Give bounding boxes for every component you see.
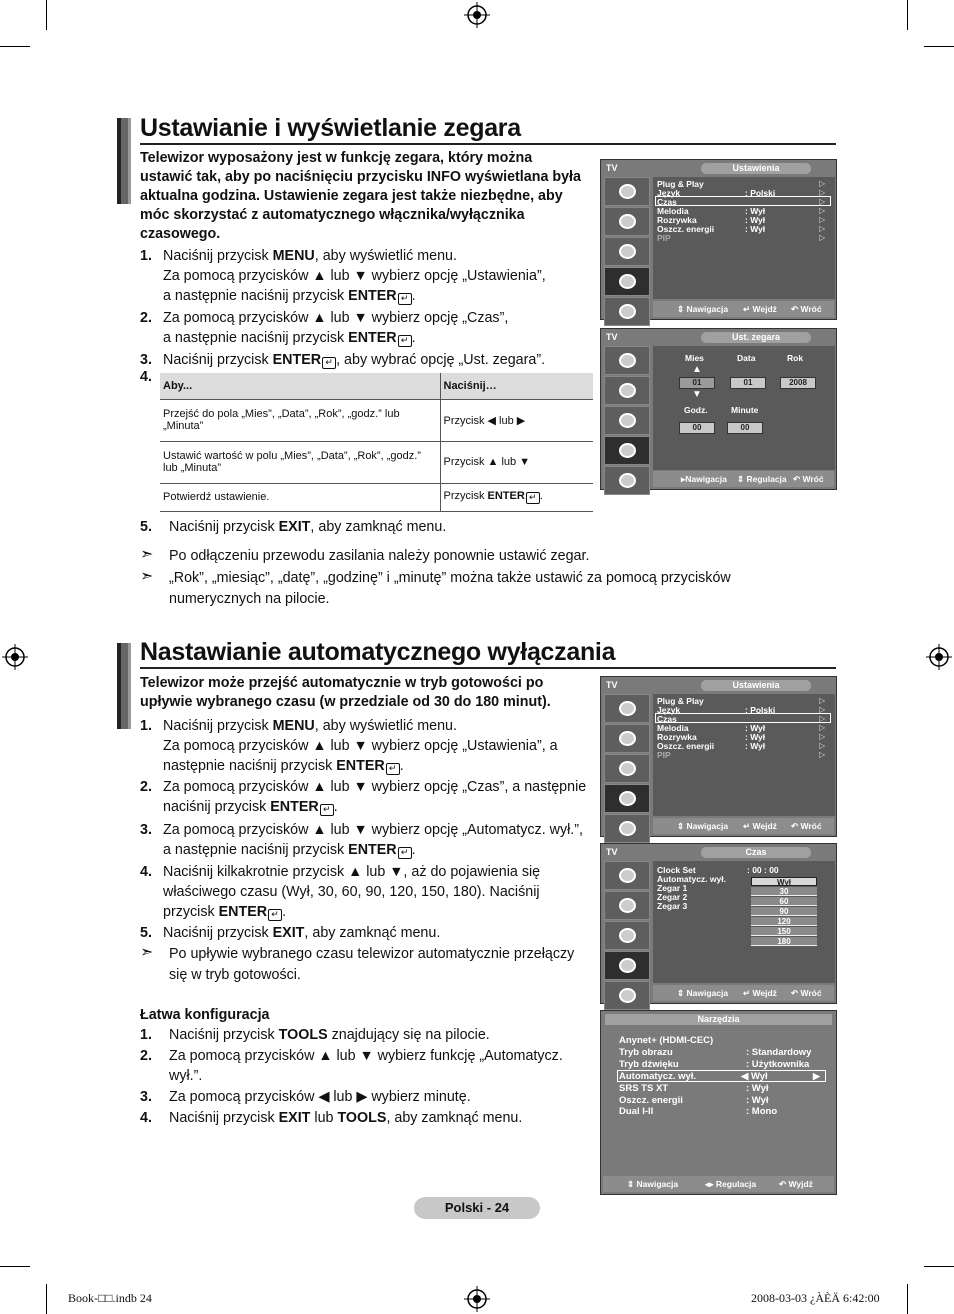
screen-title: Ust. zegara — [701, 332, 811, 343]
step-text: Za pomocą przycisków ▲ lub ▼ wybierz opcję „Czas”, — [163, 310, 509, 326]
input-menu-icon — [604, 814, 650, 843]
sound-menu-icon — [604, 207, 650, 236]
step-2: 2. Za pomocą przycisków ▲ lub ▼ wybierz opcję „Czas”, a następnie naciśnij przycisk ENTER ↵ . — [140, 779, 587, 815]
note-text: „Rok”, „miesiąc”, „datę”, „godzinę” i „minutę” można także ustawić za pomocą przycisków numerycznych na pilocie. — [169, 570, 731, 607]
tools-item: Anynet+ (HDMI-CEC) — [619, 1035, 714, 1046]
section-bar — [117, 118, 131, 204]
sound-menu-icon — [604, 891, 650, 920]
menu-value: : Wył — [745, 732, 766, 742]
print-footer-left: Book-□□.indb 24 — [68, 1291, 152, 1305]
timer-option[interactable]: 150 — [751, 927, 817, 936]
setup-menu-icon — [604, 436, 650, 465]
key-label: ENTER — [272, 352, 322, 368]
menu-item: Plug & Play — [657, 179, 704, 189]
note — [140, 546, 760, 567]
enter-icon: ↵ — [322, 357, 336, 369]
step-text: Naciśnij przycisk — [163, 352, 273, 368]
step-number: 4. — [140, 369, 152, 385]
hour-field[interactable]: 00 — [679, 422, 715, 434]
screen-footer — [653, 471, 834, 487]
table-header-cell: Aby... — [160, 373, 440, 399]
crop-mark — [924, 1266, 954, 1267]
date-field[interactable]: 01 — [730, 377, 766, 389]
key-label: ENTER — [348, 842, 397, 858]
menu-item: Melodia — [657, 206, 689, 216]
table-cell: Przycisk ◀ lub ▶ — [440, 399, 593, 441]
key-table — [160, 373, 593, 512]
note — [140, 944, 590, 986]
section-intro: Telewizor wyposażony jest w funkcję zegara, który można ustawić tak, aby po naciśnięciu przycisku INFO wyświetlana była aktualna godzina. Ustawienie zegara jest także niezbędne, aby móc skorzystać z automatycznego włącznika/wyłącznika czasowego. — [140, 150, 581, 242]
easy-step-3 — [140, 1087, 590, 1107]
tv-screen-time — [600, 843, 837, 1004]
key-label: EXIT — [278, 519, 311, 535]
enter-icon: ↵ — [398, 293, 412, 305]
step-number: 5. — [140, 925, 152, 941]
timer-option-selected[interactable]: Wył — [751, 877, 817, 886]
setup-menu-icon — [604, 951, 650, 980]
key-label: ENTER — [348, 330, 397, 346]
note-text: Po upływie wybranego czasu telewizor automatycznie przełączy się w tryb gotowości. — [169, 946, 575, 983]
nav-hint: ⇕ Nawigacja — [677, 821, 729, 831]
step-text: , aby zamknąć menu. — [310, 519, 447, 535]
enter-icon: ↵ — [526, 492, 540, 504]
step-number: 3. — [140, 1089, 152, 1105]
picture-menu-icon — [604, 346, 650, 375]
step-1: 1. Naciśnij przycisk MENU, aby wyświetlić menu. Za pomocą przycisków ▲ lub ▼ wybierz opcję „Ustawienia”, a następnie naciśnij przycisk ENTER ↵ . — [140, 248, 546, 304]
sound-menu-icon — [604, 724, 650, 753]
field-label: Rok — [787, 353, 804, 363]
tv-screen-settings — [600, 676, 837, 837]
key-label: ENTER — [218, 904, 268, 920]
table-cell: Przycisk ▲ lub ▼ — [440, 441, 593, 483]
menu-item: Język — [657, 188, 681, 198]
tools-item: Oszcz. energii — [619, 1095, 683, 1106]
enter-icon: ↵ — [320, 804, 334, 816]
menu-icon-column — [604, 861, 650, 1011]
chevron-right-icon: ▷ ▷ ▷ ▷ ▷ ▷ ▷ — [819, 179, 826, 242]
table-cell: Przejść do pola „Mies”, „Data”, „Rok”, „godz.” lub „Minuta” — [160, 399, 440, 441]
step-number: 1. — [140, 248, 152, 264]
channel-menu-icon — [604, 237, 650, 266]
registration-mark-icon — [464, 1286, 490, 1312]
minute-field[interactable]: 00 — [727, 422, 763, 434]
crop-mark — [924, 46, 954, 47]
key-label: MENU — [272, 718, 315, 734]
menu-value: : Wył — [745, 215, 766, 225]
menu-item: PIP — [657, 750, 671, 760]
step-number: 4. — [140, 1110, 152, 1126]
adjust-hint: ◂▸ Regulacja — [705, 1179, 757, 1189]
tv-screen-settings — [600, 159, 837, 320]
menu-value: : Polski — [745, 188, 776, 198]
tv-label: TV — [606, 332, 618, 342]
channel-menu-icon — [604, 921, 650, 950]
table-row — [160, 483, 593, 511]
step-number: 3. — [140, 822, 152, 838]
menu-value: : Polski — [745, 705, 776, 715]
back-hint: ↶ Wróć — [791, 304, 822, 314]
step-text: Za pomocą przycisków ▲ lub ▼ wybierz opcję „Czas”, a następnie naciśnij przycisk — [163, 779, 587, 815]
step-number: 5. — [140, 519, 152, 535]
table-header-cell: Naciśnij… — [440, 373, 593, 399]
menu-item: Rozrywka — [657, 732, 697, 742]
section-rule — [140, 143, 836, 145]
tools-item: Dual I-II — [619, 1106, 654, 1117]
note — [140, 568, 760, 610]
step-text: Za pomocą przycisków ◀ lub ▶ wybierz minutę. — [169, 1089, 471, 1105]
crop-mark — [46, 0, 47, 30]
arrow-right-icon: ▶ — [813, 1071, 820, 1081]
tools-item: Automatycz. wył. — [619, 1071, 697, 1082]
tools-item: Tryb obrazu — [619, 1047, 673, 1058]
registration-mark-icon — [464, 2, 490, 28]
step-text: , aby wyświetlić menu. — [314, 718, 457, 734]
easy-step-1 — [140, 1025, 590, 1045]
table-cell: Potwierdź ustawienie. — [160, 483, 440, 511]
tools-value: : Wył — [746, 1083, 769, 1094]
timer-option[interactable]: 90 — [751, 907, 817, 916]
step-text: Za pomocą przycisków ▲ lub ▼ wybierz opcję „Ustawienia”, a następnie naciśnij przycisk — [163, 738, 558, 774]
menu-item: Melodia — [657, 723, 689, 733]
input-menu-icon — [604, 297, 650, 326]
step-text: Za pomocą przycisków ▲ lub ▼ wybierz opcję „Ustawienia”, — [163, 268, 546, 284]
step-text: Naciśnij przycisk — [169, 519, 279, 535]
menu-item: Zegar 3 — [657, 901, 688, 911]
step-text: Naciśnij przycisk — [163, 718, 273, 734]
menu-item: Plug & Play — [657, 696, 704, 706]
menu-item: Czas — [657, 714, 677, 724]
enter-icon: ↵ — [398, 335, 412, 347]
menu-value: : 00 : 00 — [747, 865, 779, 875]
tools-item: SRS TS XT — [619, 1083, 669, 1094]
step-text: Naciśnij przycisk — [163, 925, 273, 941]
year-field[interactable]: 2008 — [780, 377, 816, 389]
setup-menu-icon — [604, 267, 650, 296]
timer-option[interactable]: 60 — [751, 897, 817, 906]
timer-option[interactable]: 180 — [751, 937, 817, 946]
table-row — [160, 441, 593, 483]
note-arrow-icon: ➣ — [140, 546, 154, 563]
screen-footer — [603, 1176, 834, 1192]
step-2: 2. Za pomocą przycisków ▲ lub ▼ wybierz opcję „Czas”, a następnie naciśnij przycisk ENTER ↵ . — [140, 310, 509, 346]
enter-hint: ↵ Wejdź — [743, 304, 777, 314]
section-bar — [117, 643, 131, 729]
tools-item: Tryb dźwięku — [619, 1059, 679, 1070]
enter-icon: ↵ — [386, 763, 400, 775]
screen-title: Ustawienia — [701, 163, 811, 174]
nav-hint: ▸Nawigacja — [681, 474, 727, 484]
section-intro: Telewizor może przejść automatycznie w tryb gotowości po upływie wybranego czasu (w przedziale od 30 do 180 minut). — [140, 675, 551, 710]
screen-footer — [653, 985, 834, 1001]
crop-mark — [0, 46, 30, 47]
step-text: znajdujący się na pilocie. — [327, 1027, 490, 1043]
menu-icon-column — [604, 177, 650, 327]
nav-hint: ⇕ Nawigacja — [677, 304, 729, 314]
step-text: , aby zamknąć menu. — [386, 1110, 523, 1126]
nav-hint: ⇕ Nawigacja — [627, 1179, 679, 1189]
step-text: Naciśnij przycisk — [163, 248, 273, 264]
input-menu-icon — [604, 981, 650, 1010]
menu-item: Rozrywka — [657, 215, 697, 225]
enter-hint: ↵ Wejdź — [743, 821, 777, 831]
table-cell: Przycisk ENTER ↵ . — [440, 483, 593, 511]
table-cell: Ustawić wartość w polu „Mies”, „Data”, „Rok”, „godz.” lub „Minuta” — [160, 441, 440, 483]
menu-item: Czas — [657, 197, 677, 207]
back-hint: ↶ Wróć — [793, 474, 824, 484]
enter-icon: ↵ — [268, 909, 282, 921]
picture-menu-icon — [604, 177, 650, 206]
step-5 — [140, 517, 590, 537]
key-label: ENTER — [270, 799, 319, 815]
key-label: TOOLS — [337, 1110, 387, 1126]
sound-menu-icon — [604, 376, 650, 405]
crop-mark — [0, 1266, 30, 1267]
picture-menu-icon — [604, 694, 650, 723]
tools-value[interactable]: ◀ Wył — [741, 1071, 768, 1082]
back-hint: ↶ Wróć — [791, 988, 822, 998]
selection-highlight — [655, 196, 831, 206]
menu-item: Zegar 2 — [657, 892, 688, 902]
screen-footer — [653, 301, 834, 317]
step-3: 3. Za pomocą przycisków ▲ lub ▼ wybierz opcję „Automatycz. wył.”, a następnie naciśnij przycisk ENTER ↵ . — [140, 822, 583, 858]
tv-label: TV — [606, 163, 618, 173]
step-number: 2. — [140, 1048, 152, 1064]
screen-title: Ustawienia — [701, 680, 811, 691]
note-arrow-icon: ➣ — [140, 568, 154, 585]
crop-mark — [46, 1284, 47, 1314]
key-label: ENTER — [348, 288, 397, 304]
print-footer-right: 2008-03-03 ¿ÀÈÄ 6:42:00 — [751, 1291, 880, 1305]
section-title: Nastawianie automatycznego wyłączania — [140, 638, 616, 666]
back-hint: ↶ Wróć — [791, 821, 822, 831]
step-text: , aby wyświetlić menu. — [314, 248, 457, 264]
enter-icon: ↵ — [398, 847, 412, 859]
section-rule — [140, 667, 836, 669]
key-label: ENTER — [487, 490, 525, 502]
step-number: 3. — [140, 352, 152, 368]
page-number: Polski - 24 — [414, 1197, 540, 1219]
easy-step-2 — [140, 1046, 590, 1086]
section-title: Ustawianie i wyświetlanie zegara — [140, 114, 521, 142]
timer-option[interactable]: 120 — [751, 917, 817, 926]
tv-label: TV — [606, 680, 618, 690]
step-text: Naciśnij przycisk — [169, 1027, 279, 1043]
registration-mark-icon — [2, 644, 28, 670]
step-4: 4. Naciśnij kilkakrotnie przycisk ▲ lub ▼, aż do pojawienia się właściwego czasu (Wył, 30, 60, 90, 120, 150, 180). Naciśnij przycisk ENTER ↵ . — [140, 864, 541, 920]
step-text: Naciśnij kilkakrotnie przycisk ▲ lub ▼, aż do pojawienia się właściwego czasu (Wył, 30, 60, 90, 120, 150, 180). Naciśnij przycisk — [163, 864, 541, 920]
key-label: TOOLS — [278, 1027, 328, 1043]
enter-hint: ↵ Wejdź — [743, 988, 777, 998]
exit-hint: ↶ Wyjdź — [779, 1179, 813, 1189]
timer-option[interactable]: 30 — [751, 887, 817, 896]
tools-value: : Użytkownika — [746, 1059, 810, 1070]
note-arrow-icon: ➣ — [140, 944, 154, 961]
easy-step-4 — [140, 1108, 590, 1128]
step-number: 1. — [140, 1027, 152, 1043]
step-number: 4. — [140, 864, 152, 880]
chevron-right-icon: ▷ ▷ ▷ ▷ ▷ ▷ ▷ — [819, 696, 826, 759]
step-1: 1. Naciśnij przycisk MENU, aby wyświetlić menu. Za pomocą przycisków ▲ lub ▼ wybierz opcję „Ustawienia”, a następnie naciśnij przycisk ENTER ↵ . — [140, 718, 558, 774]
month-field[interactable]: 01 — [679, 377, 715, 389]
key-label: EXIT — [278, 1110, 311, 1126]
tv-screen-tools — [600, 1010, 837, 1195]
field-label: Mies — [685, 353, 704, 363]
menu-value: : Wył — [745, 206, 766, 216]
step-text: Naciśnij przycisk — [169, 1110, 279, 1126]
tools-value: : Standardowy — [746, 1047, 812, 1058]
step-text: a następnie naciśnij przycisk — [163, 330, 349, 346]
key-label: MENU — [272, 248, 315, 264]
step-5 — [140, 923, 590, 943]
step-number: 2. — [140, 310, 152, 326]
step-text: a następnie naciśnij przycisk — [163, 288, 349, 304]
table-cell-text: Przycisk — [443, 490, 488, 502]
step-number: 1. — [140, 718, 152, 734]
tv-screen-clock-set — [600, 328, 837, 490]
menu-item: PIP — [657, 233, 671, 243]
crop-mark — [907, 1284, 908, 1314]
field-label: Godz. — [684, 405, 708, 415]
step-number: 2. — [140, 779, 152, 795]
table-row — [160, 399, 593, 441]
adjust-hint: ⇕ Regulacja — [737, 474, 787, 484]
field-label: Minute — [731, 405, 759, 415]
key-label: ENTER — [336, 758, 385, 774]
arrow-up-icon: ▲ — [692, 364, 702, 375]
key-label: EXIT — [272, 925, 305, 941]
tools-value: : Mono — [746, 1106, 778, 1117]
menu-icon-column — [604, 694, 650, 844]
nav-hint: ⇕ Nawigacja — [677, 988, 729, 998]
menu-item: Automatycz. wył. — [657, 874, 726, 884]
menu-item: Język — [657, 705, 681, 715]
crop-mark — [907, 0, 908, 30]
selection-highlight — [655, 713, 831, 723]
menu-icon-column — [604, 346, 650, 496]
menu-value: : Wył — [745, 723, 766, 733]
step-text: Za pomocą przycisków ▲ lub ▼ wybierz funkcję „Automatycz. wył.”. — [169, 1048, 563, 1084]
setup-menu-icon — [604, 784, 650, 813]
tools-value: : Wył — [746, 1095, 769, 1106]
menu-item: Oszcz. energii — [657, 741, 715, 751]
easy-setup-title: Łatwa konfiguracja — [140, 1007, 270, 1023]
step-text: lub — [310, 1110, 338, 1126]
step-text: Za pomocą przycisków ▲ lub ▼ wybierz opcję „Automatycz. wył.”, a następnie naciśnij przycisk — [163, 822, 583, 858]
menu-item: Zegar 1 — [657, 883, 688, 893]
registration-mark-icon — [926, 644, 952, 670]
screen-footer — [653, 818, 834, 834]
tv-label: TV — [606, 847, 618, 857]
menu-item: Oszcz. energii — [657, 224, 715, 234]
screen-title: Narzędzia — [605, 1014, 832, 1025]
note-text: Po odłączeniu przewodu zasilania należy ponownie ustawić zegar. — [169, 548, 590, 564]
menu-item: Clock Set — [657, 865, 696, 875]
menu-value: : Wył — [745, 224, 766, 234]
field-label: Data — [737, 353, 756, 363]
step-3 — [140, 350, 610, 370]
channel-menu-icon — [604, 754, 650, 783]
input-menu-icon — [604, 466, 650, 495]
menu-value: : Wył — [745, 741, 766, 751]
screen-title: Czas — [701, 847, 811, 858]
arrow-down-icon: ▼ — [692, 389, 702, 400]
table-header — [160, 373, 593, 399]
channel-menu-icon — [604, 406, 650, 435]
step-text: , aby zamknąć menu. — [304, 925, 441, 941]
step-text: , aby wybrać opcję „Ust. zegara”. — [336, 352, 546, 368]
picture-menu-icon — [604, 861, 650, 890]
